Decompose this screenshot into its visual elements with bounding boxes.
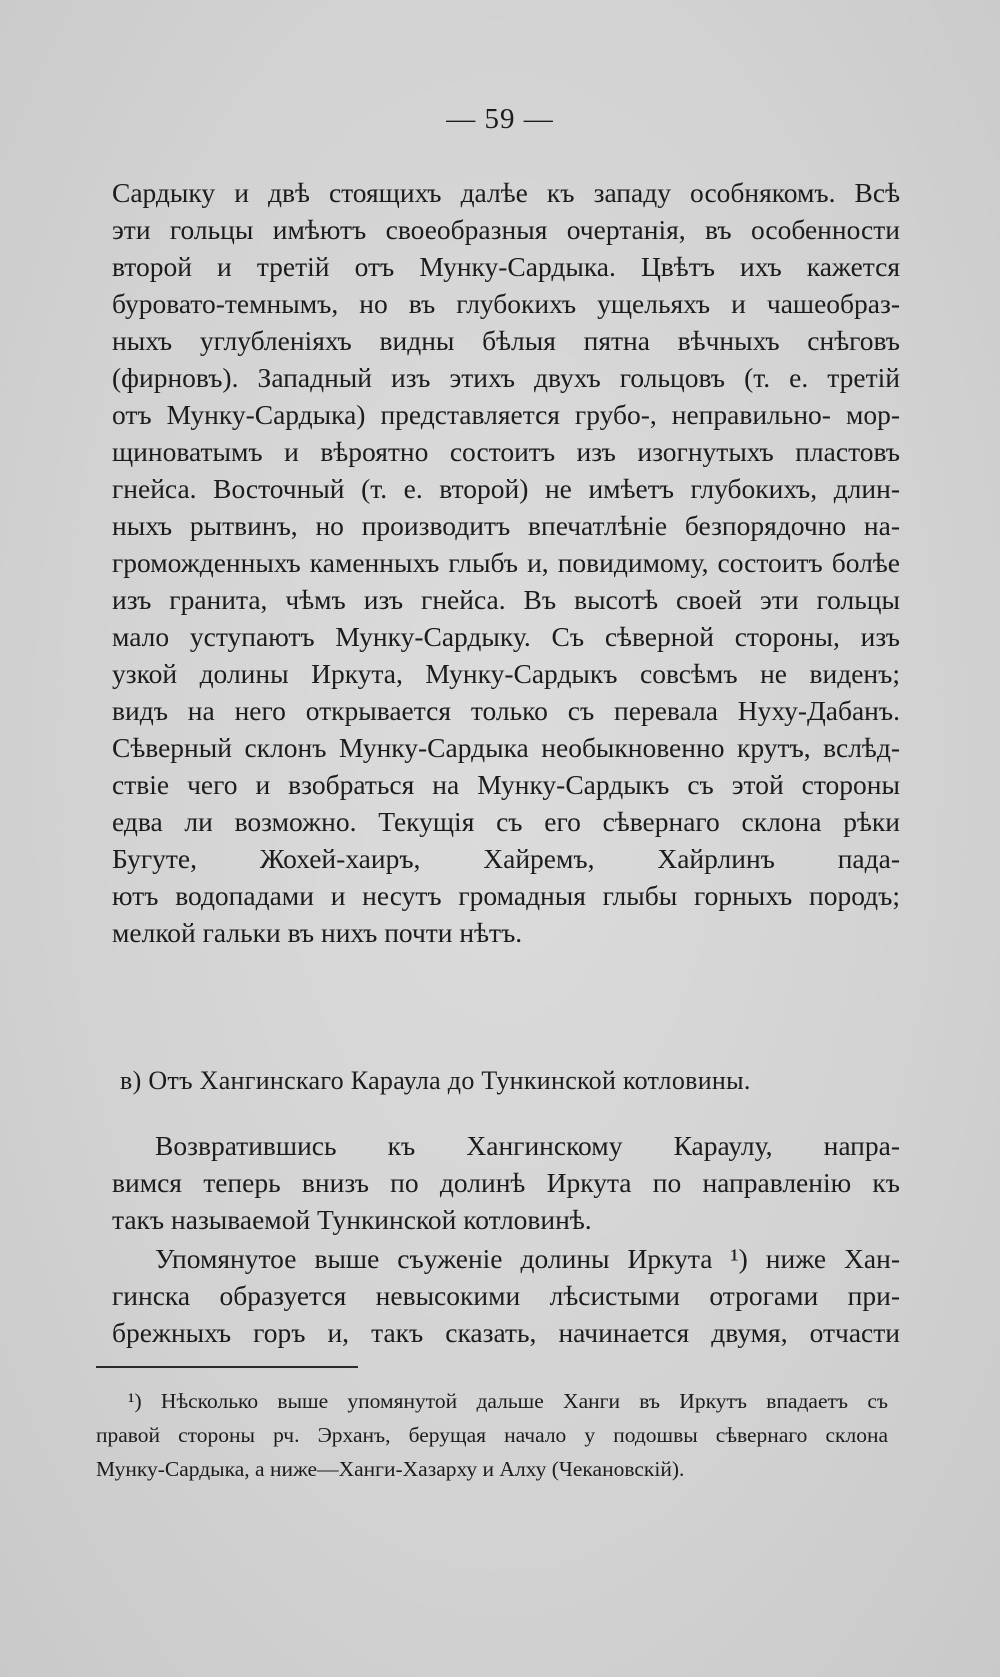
section-heading: в) Отъ Хангинскаго Караула до Тункинской котловины. (120, 1066, 751, 1095)
text-line: ютъ водопадами и несутъ громадныя глыбы горныхъ породъ; (112, 880, 900, 911)
text-line: такъ называемой Тункинской котловинѣ. (112, 1204, 592, 1235)
text-line: Сѣверный склонъ Мунку-Сардыка необыкновенно крутъ, вслѣд- (112, 732, 900, 763)
text-line: Упомянутое выше съуженіе долины Иркута ¹) ниже Хан- (155, 1243, 900, 1274)
text-line: Бугуте, Жохей-хаиръ, Хайремъ, Хайрлинъ пада- (112, 843, 900, 874)
text-line: вимся теперь внизъ по долинѣ Иркута по направленію къ (112, 1167, 900, 1198)
footnote-line: правой стороны рч. Эрханъ, берущая начало у подошвы сѣвернаго склона (96, 1423, 888, 1447)
text-line: (фирновъ). Западный изъ этихъ двухъ гольцовъ (т. е. третій (112, 362, 900, 393)
text-line: гнейса. Восточный (т. е. второй) не имѣетъ глубокихъ, длин- (112, 473, 900, 504)
text-line: эти гольцы имѣютъ своеобразныя очертанія, въ особенности (112, 214, 900, 245)
text-line: узкой долины Иркута, Мунку-Сардыкъ совсѣмъ не виденъ; (112, 658, 900, 689)
text-line: буровато-темнымъ, но въ глубокихъ ущельяхъ и чашеобраз- (112, 288, 900, 319)
footnote-line: ¹) Нѣсколько выше упомянутой дальше Ханги въ Иркутъ впадаетъ съ (128, 1389, 888, 1413)
text-line: второй и третій отъ Мунку-Сардыка. Цвѣтъ ихъ кажется (112, 251, 900, 282)
text-line: гинска образуется невысокими лѣсистыми отрогами при- (112, 1280, 900, 1311)
footnote-divider (96, 1366, 358, 1368)
text-line: видъ на него открывается только съ перевала Нуху-Дабанъ. (112, 695, 900, 726)
text-line: ныхъ рытвинъ, но производитъ впечатлѣніе безпорядочно на- (112, 510, 900, 541)
text-line: едва ли возможно. Текущія съ его сѣвернаго склона рѣки (112, 806, 900, 837)
text-line: брежныхъ горъ и, такъ сказать, начинается двумя, отчасти (112, 1317, 900, 1348)
page-number: — 59 — (446, 103, 554, 135)
text-line: щиноватымъ и вѣроятно состоитъ изъ изогнутыхъ пластовъ (112, 436, 900, 467)
text-line: отъ Мунку-Сардыка) представляется грубо-, неправильно- мор- (112, 399, 900, 430)
text-line: изъ гранита, чѣмъ изъ гнейса. Въ высотѣ своей эти гольцы (112, 584, 900, 615)
text-line: мелкой гальки въ нихъ почти нѣтъ. (112, 917, 523, 948)
text-line: громожденныхъ каменныхъ глыбъ и, повидимому, состоитъ болѣе (112, 547, 900, 578)
text-line: ствіе чего и взобраться на Мунку-Сардыкъ съ этой стороны (112, 769, 900, 800)
text-line: Возвратившись къ Хангинскому Караулу, напра- (155, 1130, 900, 1161)
text-line: ныхъ углубленіяхъ видны бѣлыя пятна вѣчныхъ снѣговъ (112, 325, 900, 356)
text-line: мало уступаютъ Мунку-Сардыку. Съ сѣверной стороны, изъ (112, 621, 900, 652)
footnote-line: Мунку-Сардыка, а ниже—Ханги-Хазарху и Алху (Чекановскій). (96, 1457, 685, 1481)
text-line: Сардыку и двѣ стоящихъ далѣе къ западу особнякомъ. Всѣ (112, 177, 900, 208)
